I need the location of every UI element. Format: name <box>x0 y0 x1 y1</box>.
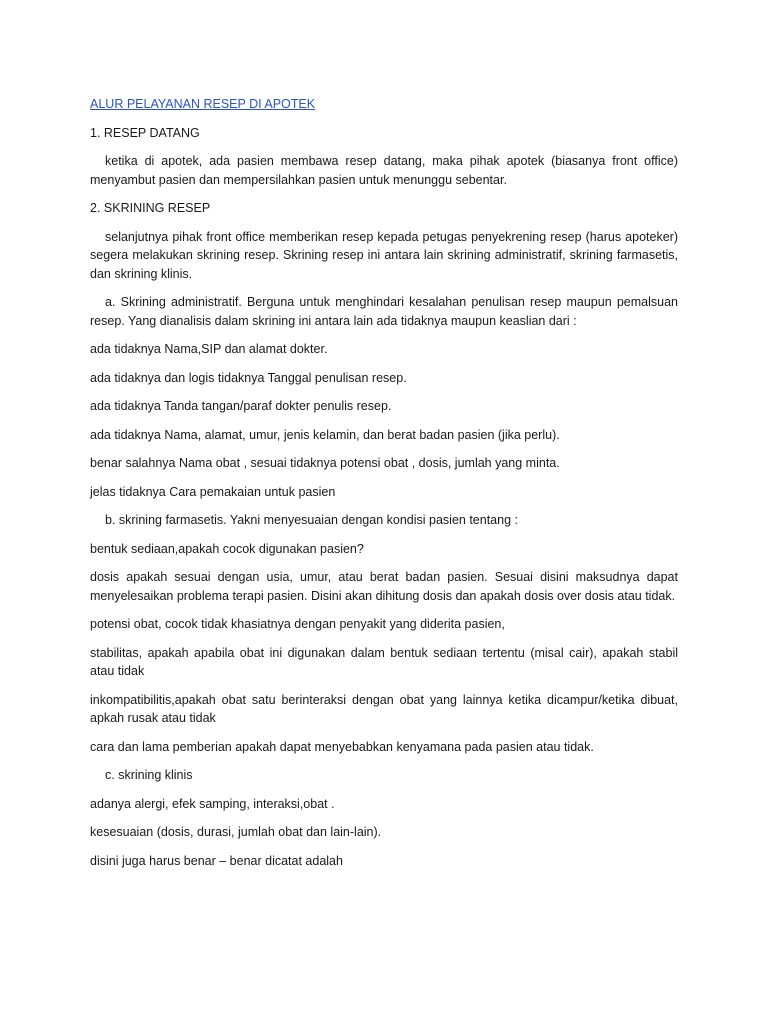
document-body <box>90 95 678 880</box>
list-item: inkompatibilitis,apakah obat satu berinteraksi dengan obat yang lainnya ketika dicampur/ketika dibuat, apkah rusak atau tidak <box>90 692 678 725</box>
list-item: benar salahnya Nama obat , sesuai tidaknya potensi obat , dosis, jumlah yang minta. <box>90 456 560 470</box>
section-heading-resep-datang: 1. RESEP DATANG <box>90 125 200 140</box>
list-item: ada tidaknya dan logis tidaknya Tanggal penulisan resep. <box>90 370 407 385</box>
list-item: adanya alergi, efek samping, interaksi,obat . <box>90 796 335 811</box>
list-item: stabilitas, apakah apabila obat ini digunakan dalam bentuk sediaan tertentu (misal cair), apakah stabil atau tidak <box>90 645 678 678</box>
list-item: kesesuaian (dosis, durasi, jumlah obat dan lain-lain). <box>90 825 382 839</box>
list-item: ada tidaknya Nama,SIP dan alamat dokter. <box>90 342 328 356</box>
list-item: ada tidaknya Nama, alamat, umur, jenis kelamin, dan berat badan pasien (jika perlu). <box>90 427 560 442</box>
document-title-link[interactable]: ALUR PELAYANAN RESEP DI APOTEK <box>90 97 316 111</box>
paragraph-skrining-resep: selanjutnya pihak front office memberikan resep kepada petugas penyekrening resep (harus apoteker) segera melakukan skrining resep. Skrining resep ini antara lain skrining administratif, skrining farmasetis, dan skrining klinis. <box>90 229 678 281</box>
section-heading-skrining-resep: 2. SKRINING RESEP <box>90 201 211 215</box>
list-item: ada tidaknya Tanda tangan/paraf dokter penulis resep. <box>90 399 392 413</box>
subheading-skrining-farmasetis: b. skrining farmasetis. Yakni menyesuaian dengan kondisi pasien tentang : <box>105 513 518 527</box>
list-item: bentuk sediaan,apakah cocok digunakan pasien? <box>90 541 364 556</box>
paragraph-resep-datang: ketika di apotek, ada pasien membawa resep datang, maka pihak apotek (biasanya front office) menyambut pasien dan mempersilahkan pasien untuk menunggu sebentar. <box>90 154 678 187</box>
list-item: cara dan lama pemberian apakah dapat menyebabkan kenyamana pada pasien atau tidak. <box>90 739 594 754</box>
list-item: jelas tidaknya Cara pemakaian untuk pasien <box>90 484 336 499</box>
subheading-skrining-administratif: a. Skrining administratif. Berguna untuk menghindari kesalahan penulisan resep maupun pemalsuan resep. Yang dianalisis dalam skrining ini antara lain ada tidaknya maupun keaslian dari : <box>90 295 678 328</box>
list-item: potensi obat, cocok tidak khasiatnya dengan penyakit yang diderita pasien, <box>90 617 505 631</box>
subheading-skrining-klinis: c. skrining klinis <box>105 768 193 782</box>
list-item: disini juga harus benar – benar dicatat adalah <box>90 853 343 868</box>
list-item: dosis apakah sesuai dengan usia, umur, atau berat badan pasien. Sesuai disini maksudnya dapat menyelesaikan problema terapi pasien. Disini akan dihitung dosis dan apakah dosis over dosis atau tidak. <box>90 570 678 603</box>
